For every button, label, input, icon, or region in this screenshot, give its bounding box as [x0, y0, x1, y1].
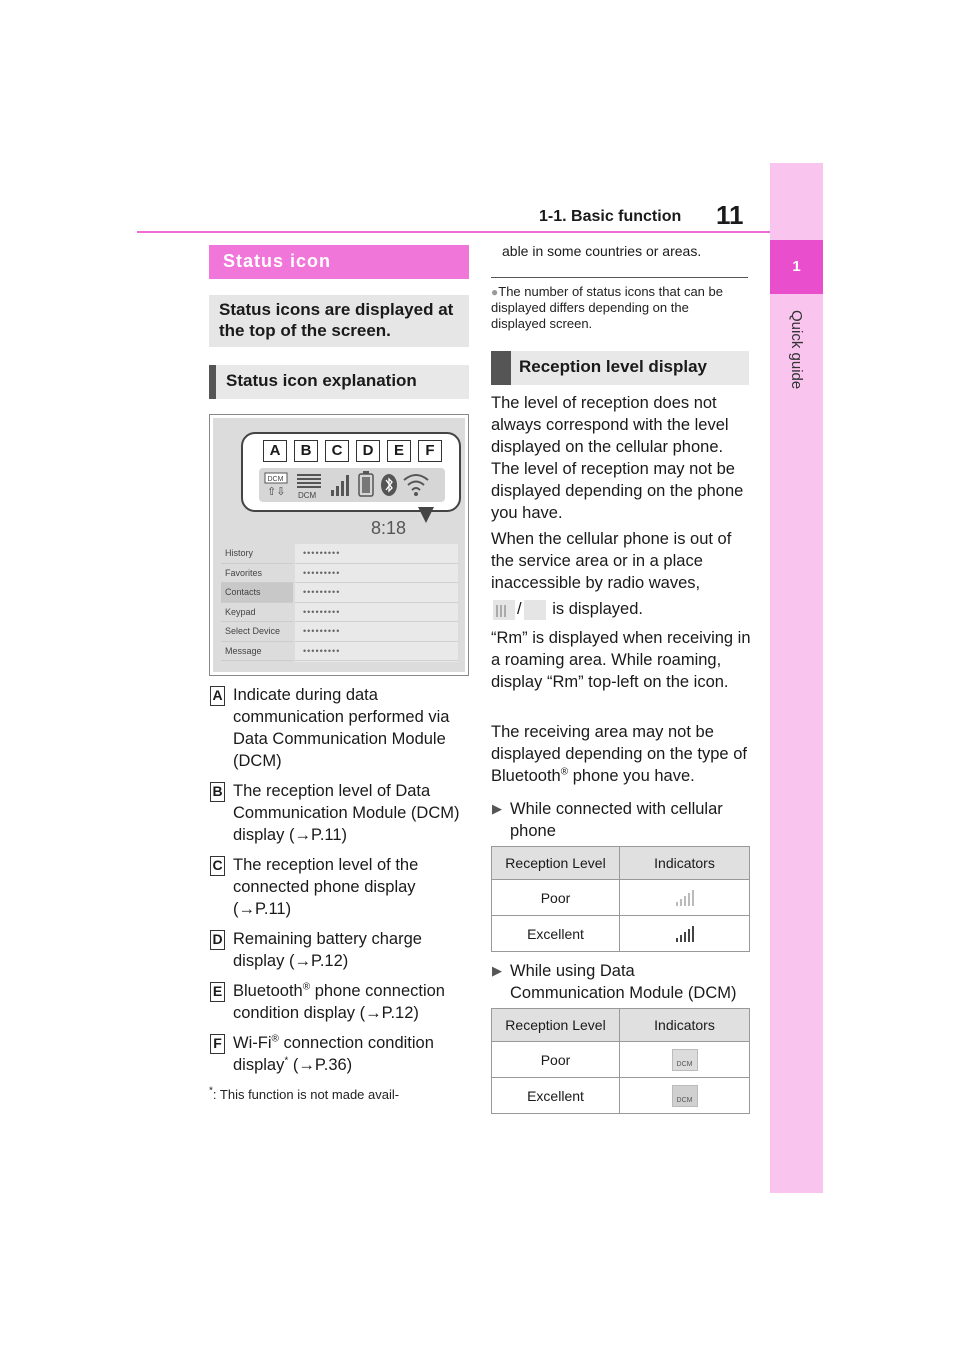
footnote	[209, 1087, 399, 1102]
side-tab-number: 1	[770, 240, 823, 294]
callout-letter-e: E	[387, 440, 411, 462]
callout-tail	[418, 507, 434, 523]
ui-menu-item: Keypad	[221, 603, 293, 623]
ui-list-row: •••••••••	[295, 583, 458, 603]
ui-menu-item: Message	[221, 642, 293, 662]
status-icons-svg	[259, 468, 445, 502]
bullet-cellular	[492, 798, 752, 842]
table-cell-level: Poor	[492, 1042, 620, 1078]
reception-table-dcm	[491, 1008, 750, 1114]
ui-menu-list	[221, 544, 293, 661]
callout-letters	[263, 440, 442, 462]
p4-part2: phone you have.	[568, 767, 695, 785]
header-rule	[137, 231, 770, 233]
note-bullet-icon: ●	[491, 285, 499, 299]
triangle-bullet-icon: ▶	[492, 801, 502, 816]
p4-sup: ®	[560, 766, 569, 778]
item-f-part2: connection condition display	[233, 1034, 434, 1074]
label-box-c: C	[210, 856, 225, 876]
table-cell-indicator	[620, 1078, 750, 1114]
item-text-d: Remaining battery charge display (→P.12)	[233, 930, 422, 970]
bullet-cellular-text: While connected with cellular phone	[510, 800, 723, 840]
paragraph-2b	[491, 598, 753, 620]
bullet-dcm-text: While using Data Communication Module (DCM)	[510, 962, 737, 1002]
table-row	[492, 880, 750, 916]
ui-contact-panel	[295, 544, 458, 662]
item-text-e	[233, 980, 469, 1024]
item-f-sup: ®	[271, 1033, 279, 1045]
bullet-dcm	[492, 960, 752, 1004]
label-box-a: A	[210, 686, 225, 706]
ui-menu-item: Select Device	[221, 622, 293, 642]
ui-menu-item: Favorites	[221, 564, 293, 584]
note-text: The number of status icons that can be displayed differs depending on the displayed screen.	[491, 284, 723, 331]
status-icon-illustration	[209, 414, 469, 676]
table-cell-level: Poor	[492, 880, 620, 916]
table-header-indicators: Indicators	[620, 1009, 750, 1042]
no-dcm-icon	[524, 600, 546, 620]
bluetooth-icon	[381, 474, 397, 496]
dcm-reception-icon	[297, 474, 321, 500]
note-rule	[491, 277, 748, 278]
intro-box: Status icons are displayed at the top of the screen.	[209, 295, 469, 347]
svg-text:⇧⇩: ⇧⇩	[267, 485, 286, 498]
note-bullet-text	[491, 284, 747, 332]
table-header-level: Reception Level	[492, 847, 620, 880]
ui-menu-item: History	[221, 544, 293, 564]
ui-time: 8:18	[371, 518, 407, 538]
item-text-a: Indicate during data communication performed via Data Communication Module (DCM)	[233, 686, 450, 770]
ui-menu-item: Contacts	[221, 583, 293, 603]
dcm-poor-icon: DCM	[672, 1049, 698, 1071]
section-header-title: 1-1. Basic function	[539, 208, 682, 225]
item-e-sup: ®	[302, 981, 311, 993]
svg-text:DCM: DCM	[298, 491, 317, 500]
table-cell-level: Excellent	[492, 1078, 620, 1114]
item-text-c: The reception level of the connected phone display (→P.11)	[233, 856, 419, 918]
ui-list-row: •••••••••	[295, 622, 458, 642]
table-header-row	[492, 847, 750, 880]
table-header-row	[492, 1009, 750, 1042]
table-cell-indicator	[620, 916, 750, 952]
paragraph-2: When the cellular phone is out of the service area or in a place inaccessible by radio waves,	[491, 530, 732, 592]
table-cell-indicator	[620, 1042, 750, 1078]
icon-strip	[259, 468, 445, 502]
paragraph-2b-text: is displayed.	[552, 600, 643, 618]
signal-bars-excellent-icon	[674, 924, 696, 944]
item-f-part1: Wi-Fi	[233, 1034, 272, 1052]
side-tab-label-text: Quick guide	[788, 310, 805, 390]
battery-icon	[359, 471, 373, 496]
footnote-mark: *	[209, 1085, 213, 1097]
side-tab-label	[770, 300, 823, 420]
callout-letter-c: C	[325, 440, 349, 462]
table-cell-level: Excellent	[492, 916, 620, 952]
callout-letter-f: F	[418, 440, 442, 462]
dcm-comm-icon	[265, 473, 287, 498]
ui-list-row: •••••••••	[295, 642, 458, 662]
table-row	[492, 916, 750, 952]
label-box-b: B	[210, 782, 225, 802]
callout-letter-b: B	[294, 440, 318, 462]
svg-text:DCM: DCM	[267, 476, 284, 483]
item-f-sup2: *	[284, 1055, 289, 1067]
illustration-screen	[213, 418, 465, 672]
table-cell-indicator	[620, 880, 750, 916]
dcm-excellent-icon: DCM	[672, 1085, 698, 1107]
no-signal-icon	[493, 600, 515, 620]
subheading-reception-level: Reception level display	[491, 351, 749, 385]
phone-reception-icon	[331, 475, 349, 496]
label-box-d: D	[210, 930, 225, 950]
label-box-e: E	[210, 982, 225, 1002]
item-text-b: The reception level of Data Communication Module (DCM) display (→P.11)	[233, 782, 460, 844]
callout-letter-d: D	[356, 440, 380, 462]
triangle-bullet-icon: ▶	[492, 963, 502, 978]
icon-separator: /	[517, 600, 522, 618]
footnote-text: : This function is not made avail-	[212, 1087, 400, 1102]
label-box-f: F	[210, 1034, 225, 1054]
callout-letter-a: A	[263, 440, 287, 462]
ui-list-row: •••••••••	[295, 603, 458, 623]
subheading-status-icon-explanation: Status icon explanation	[209, 365, 469, 399]
ui-list-row: •••••••••	[295, 544, 458, 564]
item-text-f	[233, 1032, 469, 1076]
table-header-indicators: Indicators	[620, 847, 750, 880]
p4-part1: The receiving area may not be displayed depending on the type of Bluetooth	[491, 723, 747, 785]
footnote-continued: able in some countries or areas.	[502, 243, 702, 259]
ui-list-row: •••••••••	[295, 564, 458, 584]
paragraph-4	[491, 721, 753, 787]
table-header-level: Reception Level	[492, 1009, 620, 1042]
paragraph-1: The level of reception does not always correspond with the level displayed on the cellular phone. The level of reception may not be displayed depending on the phone you have.	[491, 394, 744, 522]
wifi-icon	[404, 475, 428, 496]
item-e-part2: phone connection condition display (→P.12)	[233, 982, 445, 1022]
reception-table-cellular	[491, 846, 750, 952]
section-title-bar: Status icon	[209, 245, 469, 279]
table-row	[492, 1078, 750, 1114]
signal-bars-poor-icon	[674, 888, 696, 908]
item-e-part1: Bluetooth	[233, 982, 303, 1000]
paragraph-3: “Rm” is displayed when receiving in a roaming area. While roaming, display “Rm” top-left on the icon.	[491, 629, 751, 691]
table-row	[492, 1042, 750, 1078]
callout-bubble	[241, 432, 461, 512]
item-f-part3: (→P.36)	[288, 1056, 353, 1074]
page-number: 11	[716, 200, 744, 230]
